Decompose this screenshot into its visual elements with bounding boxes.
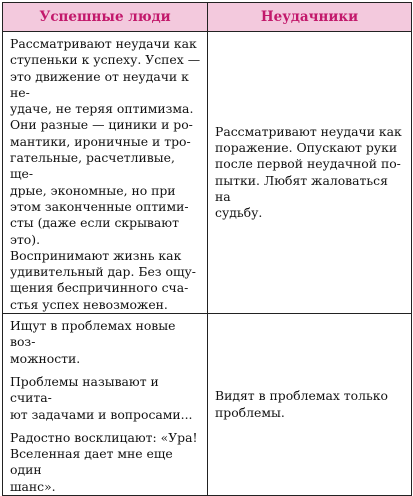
text-line: шанс».: [10, 478, 56, 494]
paragraph-gap: [10, 423, 201, 430]
text-line: после первой неудачной по-: [215, 156, 401, 172]
text-line: щения беспричинного сча-: [10, 280, 189, 296]
text-line: ют задачами и вопросами...: [10, 406, 193, 422]
text-line: пытки. Любят жаловаться на: [215, 172, 388, 204]
table-row: [3, 314, 412, 496]
text-line: Они разные — циники и ро-: [10, 117, 193, 133]
text-line: Видят в проблемах только: [215, 388, 388, 404]
text-line: можности.: [10, 350, 81, 366]
cell-successful-problems: [3, 314, 208, 496]
paragraph-gap: [10, 367, 201, 374]
text-line: поражение. Опускают руки: [215, 139, 398, 155]
text-line: Рассматривают неудачи как: [215, 123, 402, 139]
text-line: стья успех невозможен.: [10, 296, 168, 312]
text-line: мантики, ироничные и тро-: [10, 133, 191, 149]
text-line: удивительный дар. Без ощу-: [10, 264, 196, 280]
text-line: это движение от неудачи к не-: [10, 68, 189, 100]
cell-unsuccessful-attitude: [208, 32, 412, 314]
text-line: Воспринимают жизнь как: [10, 247, 182, 263]
text-line: этом законченные оптими-: [10, 198, 189, 214]
text-line: Рассматривают неудачи как: [10, 36, 197, 51]
text-line: судьбу.: [215, 205, 263, 221]
text-line: Ищут в проблемах новые воз-: [10, 318, 176, 350]
header-successful: Успешные люди: [3, 3, 208, 32]
text-line: проблемы.: [215, 404, 285, 420]
header-row: [3, 3, 412, 32]
cell-unsuccessful-problems: [208, 314, 412, 496]
text-line: Радостно восклицают: «Ура!: [10, 429, 198, 445]
table-row: [3, 32, 412, 314]
document-page: [2, 2, 411, 496]
comparison-table: [2, 2, 412, 496]
text-line: дрые, экономные, но при: [10, 182, 176, 198]
text-line: сты (даже если скрывают это).: [10, 215, 179, 247]
text-line: Вселенная дает мне еще один: [10, 446, 173, 478]
header-unsuccessful: Неудачники: [208, 3, 412, 32]
text-line: гательные, расчетливые, ще-: [10, 150, 175, 182]
cell-successful-attitude: [3, 32, 208, 314]
text-line: удаче, не теряя оптимизма.: [10, 101, 194, 117]
text-line: ступеньки к успеху. Успех —: [10, 52, 201, 68]
text-line: Проблемы называют и счита-: [10, 373, 159, 406]
